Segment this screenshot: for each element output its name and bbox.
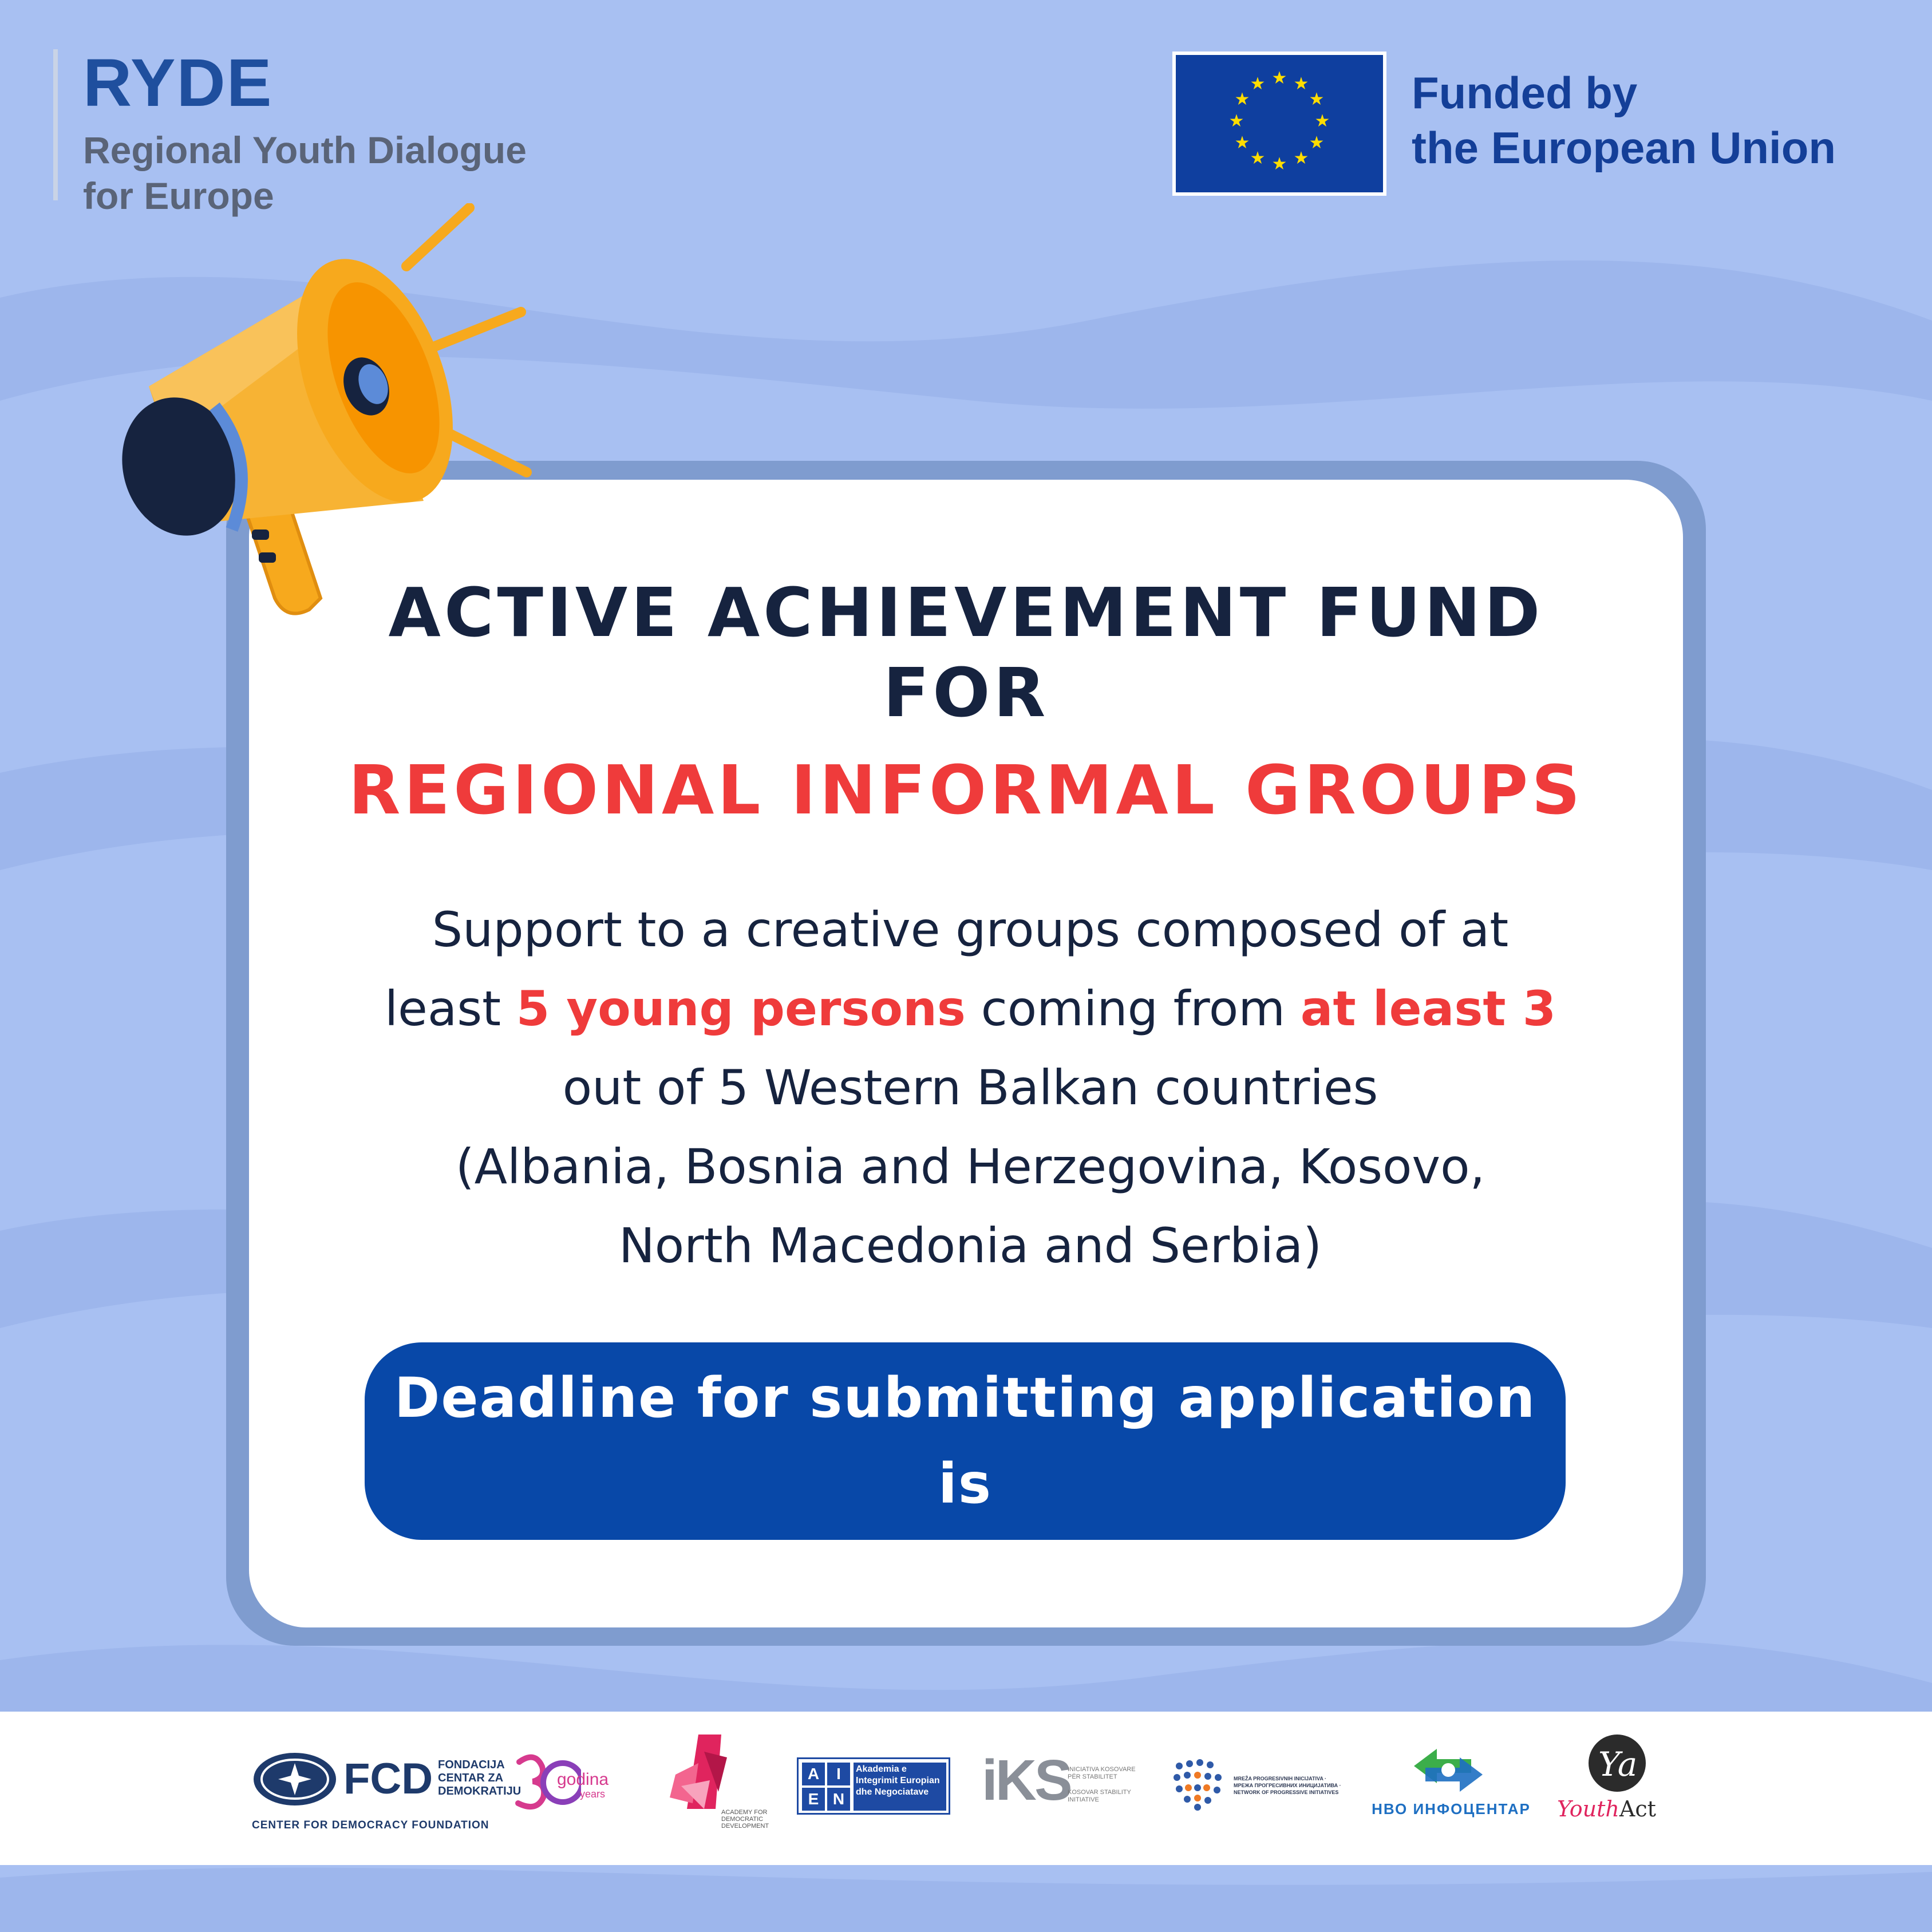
svg-text:★: ★ bbox=[1271, 68, 1287, 88]
youthact-youth: Youth bbox=[1557, 1796, 1619, 1822]
svg-text:★: ★ bbox=[1250, 148, 1266, 168]
highlight-at-least-3: at least 3 bbox=[1300, 981, 1556, 1037]
partner-logos-bar bbox=[0, 1712, 1932, 1865]
add-name: ACADEMY FOR DEMOCRATIC DEVELOPMENT bbox=[721, 1809, 769, 1830]
ryde-logo bbox=[53, 45, 527, 217]
youthact-logo bbox=[1557, 1735, 1672, 1832]
svg-text:★: ★ bbox=[1228, 111, 1244, 131]
youthact-act: Act bbox=[1619, 1796, 1656, 1822]
highlight-young-persons: 5 young persons bbox=[516, 981, 966, 1037]
fcd-years: years bbox=[580, 1788, 606, 1800]
eu-line2: the European Union bbox=[1412, 123, 1836, 173]
fcd-godina: godina bbox=[557, 1770, 609, 1789]
card-description bbox=[321, 890, 1620, 1285]
nvo-infocentar-logo bbox=[1368, 1743, 1534, 1829]
nvo-arrows-icon bbox=[1408, 1743, 1488, 1795]
aien-letter: I bbox=[827, 1763, 850, 1785]
description-line5: North Macedonia and Serbia) bbox=[618, 1218, 1322, 1274]
description-line2 bbox=[321, 969, 1620, 1048]
fcd-name bbox=[438, 1759, 521, 1798]
svg-text:★: ★ bbox=[1234, 133, 1250, 153]
svg-text:★: ★ bbox=[1271, 154, 1287, 174]
aien-letter: N bbox=[827, 1788, 850, 1811]
megaphone-icon bbox=[103, 203, 550, 627]
fcd-name-line3: DEMOKRATIJU bbox=[438, 1785, 521, 1797]
fcd-english-name: CENTER FOR DEMOCRACY FOUNDATION bbox=[252, 1819, 489, 1831]
aien-logo bbox=[797, 1757, 950, 1815]
card-title-line3: REGIONAL INFORMAL GROUPS bbox=[348, 750, 1584, 829]
eu-line1: Funded by bbox=[1412, 68, 1638, 118]
svg-text:★: ★ bbox=[1314, 111, 1330, 131]
mpi-name: MREŽA PROGRESIVNIH INICIJATIVA · МРЕЖА ПРОГРЕСИВНИХ ИНИЦИЈАТИВА · NETWORK OF PROGRESSIVE INITIATIVES bbox=[1234, 1776, 1341, 1795]
aien-letter: E bbox=[802, 1788, 825, 1811]
fcd-name-line2: CENTAR ZA bbox=[438, 1772, 504, 1784]
nvo-name: НВО ИНФОЦЕНТАР bbox=[1372, 1800, 1531, 1818]
aien-letter: A bbox=[802, 1763, 825, 1785]
iks-name-line2: KOSOVAR STABILITY INITIATIVE bbox=[1068, 1789, 1131, 1803]
card-title-line1: ACTIVE ACHIEVEMENT FUND bbox=[388, 573, 1544, 652]
description-line4: (Albania, Bosnia and Herzegovina, Kosovo, bbox=[455, 1139, 1485, 1195]
description-text: coming from bbox=[965, 981, 1301, 1037]
deadline-date: July 18, 2025 bbox=[756, 1538, 1174, 1602]
eu-funding-label bbox=[1412, 65, 1836, 175]
svg-text:★: ★ bbox=[1250, 74, 1266, 94]
svg-text:★: ★ bbox=[1309, 89, 1325, 109]
youthact-name bbox=[1557, 1796, 1656, 1822]
ryde-subtitle-line2: for Europe bbox=[83, 175, 274, 217]
fcd-name-line1: FONDACIJA bbox=[438, 1759, 505, 1771]
add-emblem-icon bbox=[664, 1729, 744, 1815]
svg-text:★: ★ bbox=[1309, 133, 1325, 153]
deadline-label: Deadline for submitting application is bbox=[394, 1366, 1536, 1516]
aien-letters bbox=[802, 1763, 850, 1811]
description-line1: Support to a creative groups composed of at bbox=[432, 902, 1509, 958]
svg-text:★: ★ bbox=[1234, 89, 1250, 109]
eu-flag-icon bbox=[1172, 52, 1386, 196]
youthact-ya: Ya bbox=[1598, 1745, 1638, 1784]
fcd-emblem-icon bbox=[252, 1751, 338, 1808]
add-logo bbox=[664, 1729, 790, 1855]
mpi-dots-icon bbox=[1168, 1755, 1231, 1818]
iks-name-line1: INICIATIVA KOSOVARE PËR STABILITET bbox=[1068, 1766, 1136, 1780]
card-title-line2: FOR bbox=[883, 653, 1049, 732]
svg-text:★: ★ bbox=[1293, 148, 1309, 168]
deadline-banner bbox=[365, 1342, 1566, 1602]
mpi-logo bbox=[1168, 1755, 1340, 1823]
description-text: least bbox=[384, 981, 516, 1037]
fcd-30-years-badge bbox=[512, 1751, 615, 1814]
aien-name: Akademia e Integrimit Europian dhe Negociatave bbox=[854, 1763, 946, 1811]
fcd-logo bbox=[252, 1751, 630, 1836]
iks-abbreviation: iKS bbox=[982, 1748, 1070, 1812]
fcd-abbreviation: FCD bbox=[343, 1755, 433, 1803]
ryde-title: RYDE bbox=[83, 45, 273, 121]
ryde-subtitle-line1: Regional Youth Dialogue bbox=[83, 129, 527, 171]
iks-logo bbox=[982, 1749, 1142, 1823]
description-line3: out of 5 Western Balkan countries bbox=[562, 1060, 1378, 1116]
svg-text:★: ★ bbox=[1293, 74, 1309, 94]
